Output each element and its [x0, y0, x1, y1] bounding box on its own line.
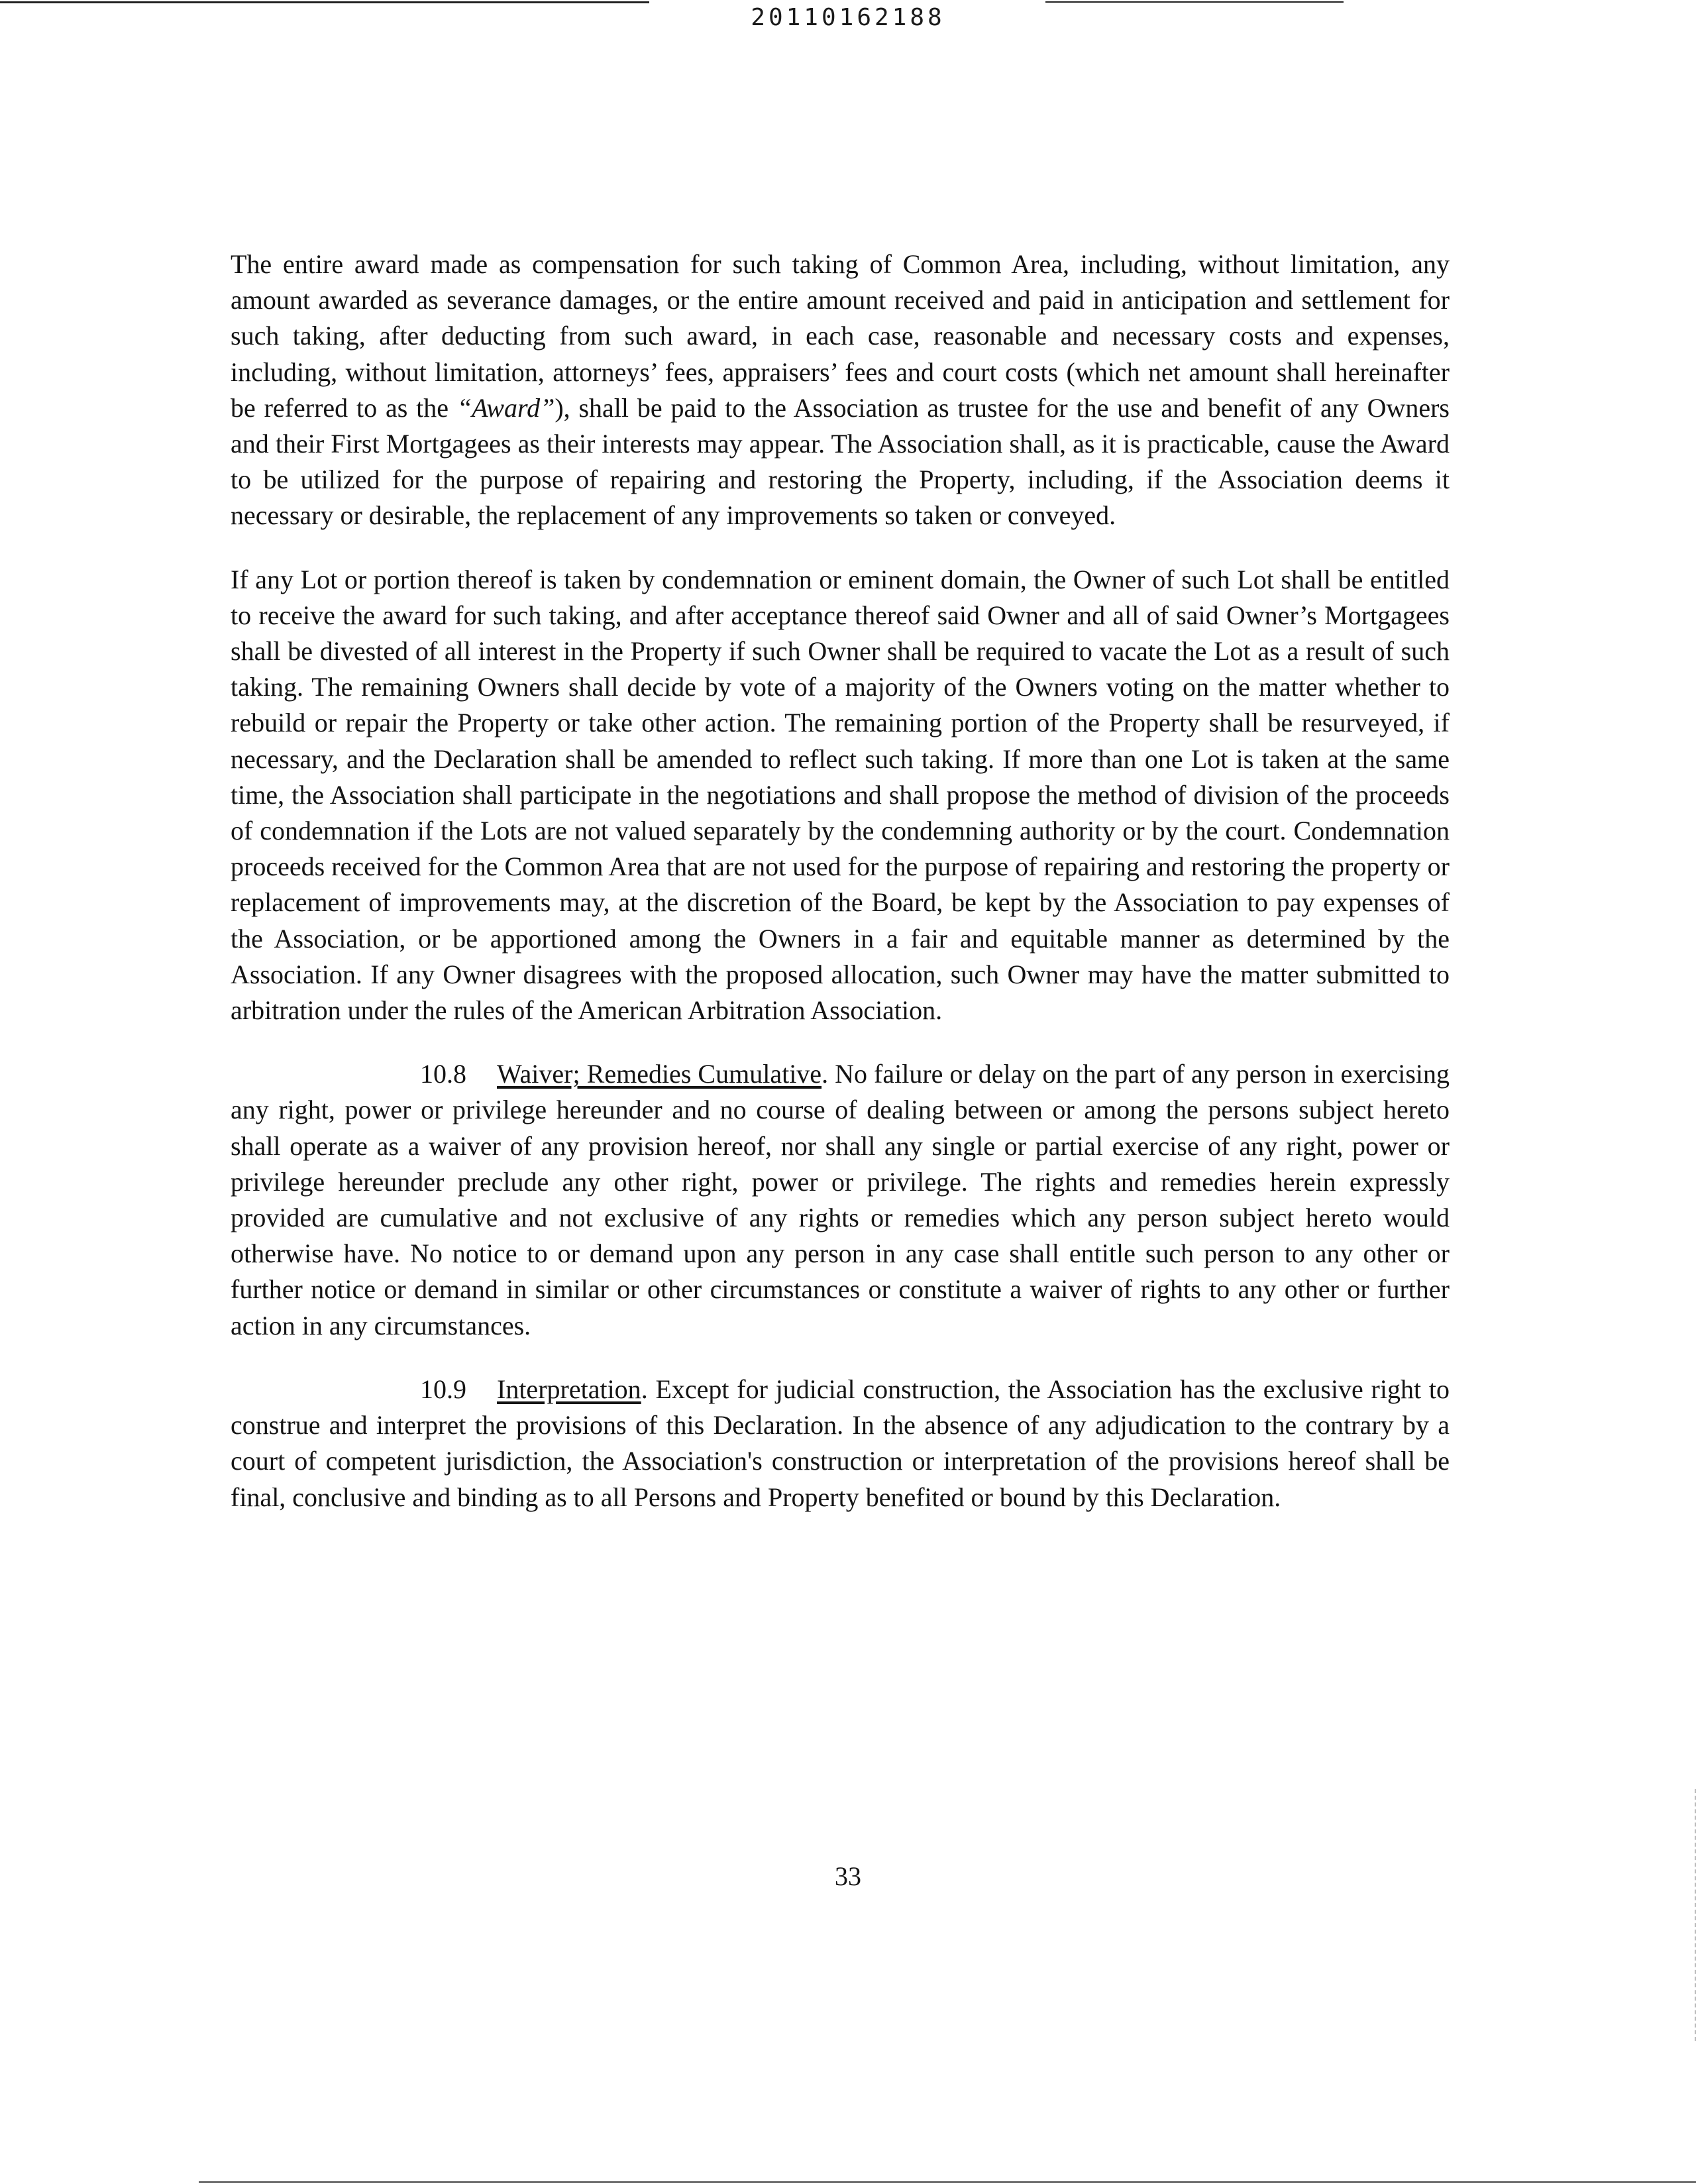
section-10-8-text: . No failure or delay on the part of any person in exercising any right, power or privilege hereunder and no course of dealing between or among the persons subject hereto shall operate as a waiver of any provision hereof, nor shall any single or partial exercise of any right, power or privilege hereunder preclude any other right, power or privilege. The rights and remedies herein expressly provided are cumulative and not exclusive of any rights or remedies which any person subject hereto would otherwise have. No notice to or demand upon any person in any case shall entitle such person to any other or further notice or demand in similar or other circumstances or constitute a waiver of rights to any other or further action in any circumstances.: [231, 1059, 1450, 1340]
document-number: 20110162188: [751, 4, 945, 31]
paragraph-lot-condemnation: If any Lot or portion thereof is taken by condemnation or eminent domain, the Owner of such Lot shall be entitled to receive the award for such taking, and after acceptance thereof said Owner and all of said Owner’s Mortgagees shall be divested of all interest in the Property if such Owner shall be required to vacate the Lot as a result of such taking. The remaining Owners shall decide by vote of a majority of the Owners voting on the matter whether to rebuild or repair the Property or take other action. The remaining portion of the Property shall be resurveyed, if necessary, and the Declaration shall be amended to reflect such taking. If more than one Lot is taken at the same time, the Association shall participate in the negotiations and shall propose the method of division of the proceeds of condemnation if the Lots are not valued separately by the condemning authority or by the court. Condemnation proceeds received for the Common Area that are not used for the purpose of repairing and restoring the property or replacement of improvements may, at the discretion of the Board, be kept by the Association to pay expenses of the Association, or be apportioned among the Owners in a fair and equitable manner as determined by the Association. If any Owner disagrees with the proposed allocation, such Owner may have the matter submitted to arbitration under the rules of the American Arbitration Association.: [231, 564, 1450, 1026]
section-10-9: [231, 1372, 1450, 1515]
section-10-9-title: Interpretation: [497, 1374, 641, 1404]
section-10-9-number: 10.9: [420, 1374, 466, 1404]
award-defined-term: “Award”: [456, 392, 555, 423]
award-text-start: The entire award made as compensation for such taking of Common Area, including, without limitation, any amount awarded as severance damages, or the entire amount received and paid in anticipation and settlement for such taking, after deducting from such award, in each case, reasonable and necessary costs and expenses, including, without limitation, attorneys’ fees, appraisers’ fees and court costs (which net amount shall hereinafter be referred to as the: [231, 249, 1450, 423]
section-10-8-title: Waiver; Remedies Cumulative: [497, 1059, 822, 1089]
section-10-8-number: 10.8: [420, 1059, 466, 1089]
top-rule-right: [1045, 1, 1344, 3]
bottom-rule: [199, 2181, 1696, 2183]
document-body: [231, 246, 1450, 1543]
page-number: 33: [835, 1861, 861, 1891]
section-10-9-text: . Except for judicial construction, the Association has the exclusive right to construe and interpret the provisions of this Declaration. In the absence of any adjudication to the contrary by a court of competent jurisdiction, the Association's construction or interpretation of the provisions hereof shall be final, conclusive and binding as to all Persons and Property benefited or bound by this Declaration.: [231, 1374, 1450, 1512]
paragraph-award: [231, 246, 1450, 534]
award-text-end: ), shall be paid to the Association as trustee for the use and benefit of any Owners and their First Mortgagees as their interests may appear. The Association shall, as it is practicable, cause the Award to be utilized for the purpose of repairing and restoring the Property, including, if the Association deems it necessary or desirable, the replacement of any improvements so taken or conveyed.: [231, 392, 1450, 531]
top-rule-left: [0, 1, 649, 3]
section-10-8: [231, 1056, 1450, 1344]
